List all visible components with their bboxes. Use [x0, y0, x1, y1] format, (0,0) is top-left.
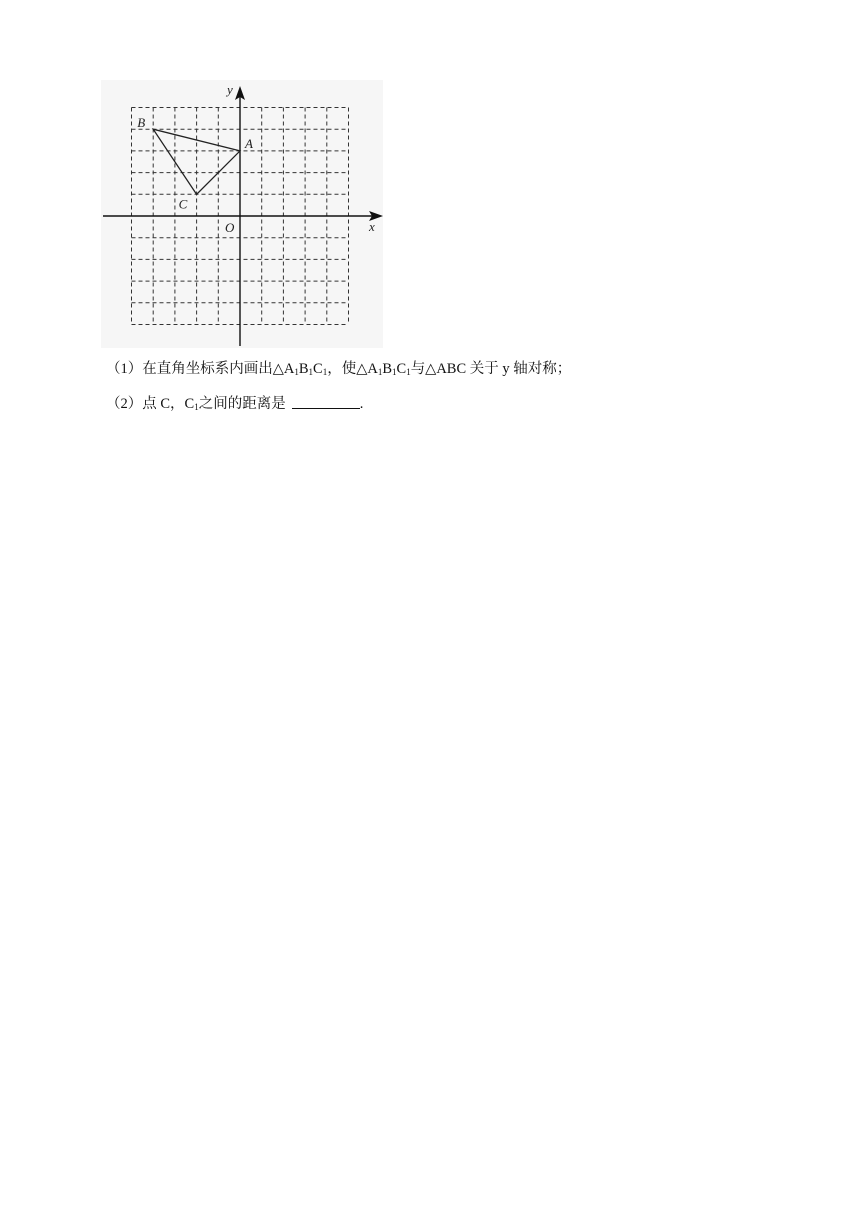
q2-text-b: 之间的距离是 — [198, 396, 286, 412]
question-2 — [106, 394, 363, 414]
q1-text-c: C — [313, 361, 323, 377]
answer-blank[interactable] — [292, 394, 360, 409]
q2-text-a: （2）点 C，C — [106, 396, 195, 412]
x-axis-label: x — [369, 219, 375, 234]
point-label-b: B — [137, 115, 146, 131]
q2-sub-1: 1 — [194, 402, 199, 412]
q1-text-a: （1）在直角坐标系内画出△A — [106, 361, 295, 377]
y-axis-label: y — [227, 82, 233, 97]
q1-text-b: B — [298, 361, 309, 377]
q1-sub-2: 1 — [308, 367, 314, 377]
q1-sub-6: 1 — [406, 367, 411, 377]
point-label-c: C — [178, 196, 188, 212]
coordinate-grid-svg — [101, 80, 383, 348]
q1-sub-4: 1 — [377, 367, 383, 377]
point-label-a: A — [245, 135, 253, 151]
q1-sub-1: 1 — [294, 367, 299, 377]
q1-text-d: ，使△A — [327, 361, 378, 377]
coordinate-figure — [101, 80, 383, 348]
q1-sub-5: 1 — [392, 367, 397, 377]
origin-label: O — [225, 220, 235, 235]
q2-period: . — [359, 396, 364, 412]
q1-text-g: 与△ABC 关于 y 轴对称； — [410, 361, 572, 377]
q1-text-e: B — [382, 361, 393, 377]
q1-text-f: C — [396, 361, 407, 377]
question-1 — [106, 359, 571, 379]
q1-sub-3: 1 — [322, 367, 328, 377]
